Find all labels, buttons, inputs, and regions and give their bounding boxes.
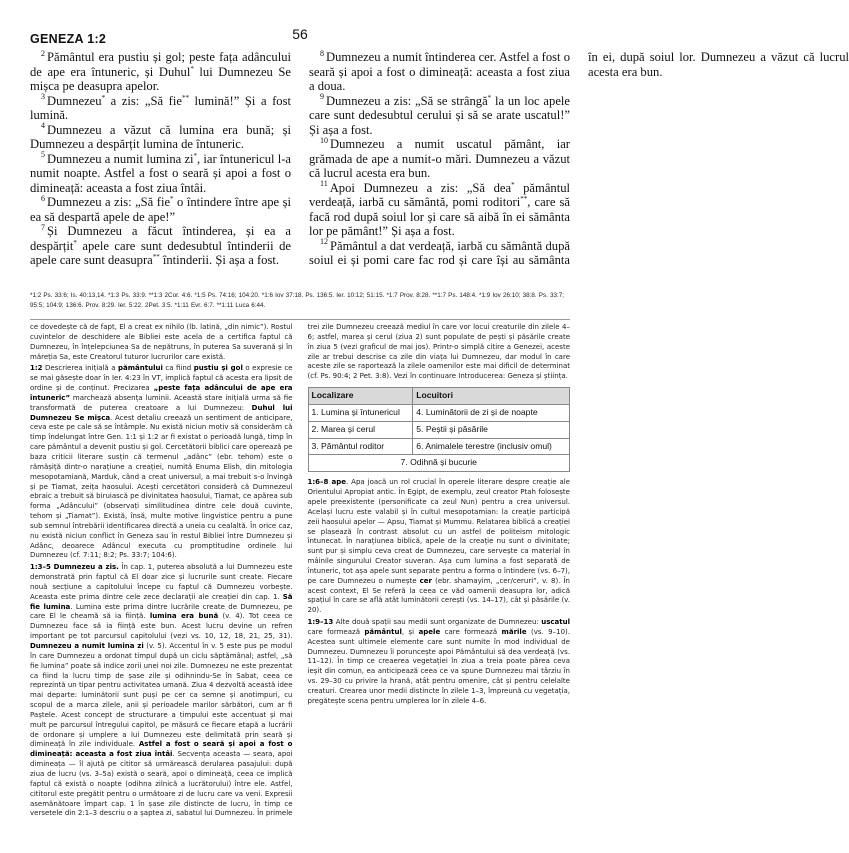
keyword: pustiu și gol	[193, 364, 243, 373]
verse-text: o întindere între ape și ea să despartă apele de ape!”	[30, 195, 291, 224]
reference: 1:9–13	[307, 618, 334, 627]
footnote-marker: *	[170, 194, 174, 203]
verse-number: 7	[41, 222, 45, 232]
text: care formează	[307, 627, 365, 636]
verse-text: Și Dumnezeu a făcut întinderea, și ea a despărțit	[30, 224, 291, 253]
text: (ebr. shamayim, „cer/ceruri”, v. 8). În acest context, El Se referă la ceea ce văd oamenii deasupra lor, adică spațiul în care se află atât luminătorii cerești (vs. 14–17), cât și păsările (v. 20).	[307, 576, 570, 615]
column-header: Localizare	[308, 388, 413, 405]
commentary-paragraph	[30, 364, 293, 561]
text: o expresie ce se mai găsește doar în Ier. 4:23 în VT, implică faptul că acesta era lipsit de ordine și de conținut. Precizarea	[30, 364, 293, 393]
verse-text: Apoi Dumnezeu a zis: „Să dea	[329, 180, 512, 195]
keyword: apele	[418, 627, 441, 636]
verse-text: apele care sunt dedesubtul întinderii de apele care sunt deasupra	[30, 238, 291, 267]
verse-text: Dumnezeu a numit lumina zi	[47, 151, 194, 166]
text: . Apa joacă un rol crucial în operele literare despre creație ale Orientului Apropiat antic. În Egipt, de exemplu, zeul creator Ptah folosește apele preexistente (personificate ca zeul Nun) pentru a crea universul. Același lucru este valabil și în cultul mesopotamian: la creație participă zeii haosului apelor — Apsu, Tiamat și Mummu. Relatarea biblică a creației se plasează în contrast absolut cu un astfel de politeism mitologic întunecat. În narațiunea biblică, apele de la creație nu sunt o divinitate; sunt pur și simplu ceva creat de Dumnezeu, care servește ca material în mâinile singurului Creator suveran. Așa cum lumina a fost separată de întuneric, tot așa apele sunt separate pentru a forma o întindere (vs. 6–7), pe care Dumnezeu o numește	[307, 478, 570, 585]
commentary-paragraph: ce dovedește că de fapt, El a creat ex nihilo (lb. latină, „din nimic”). Rostul cuvintelor de deschidere ale Bibliei este acela de a certifica faptul că Dumnezeu, în înțelepciunea Sa de nepătruns, în puterea Sa suverană și în măreția Sa, este Creatorul tuturor lucrurilor care există.	[30, 323, 293, 361]
cross-references: *1:2 Ps. 33:6; Is. 40:13,14. *1:3 Ps. 33:9. **1:3 2Cor. 4:6. *1:5 Ps. 74:16; 104:20. *1:6 Iov 37:18. Ps. 136:5. Ier. 10:12; 51:15. *1:7 Prov. 8:28. **1:7 Ps. 148:4. *1:9 Iov 26:10; 38:8. Ps. 33:7; 95:5; 104:9; 136:6. Prov. 8:29. Ier. 5:22. 2Pet. 3:5. *1:11 Evr. 6:7. **1:11 Luca 6:44.	[30, 292, 565, 309]
verse	[30, 94, 291, 123]
verse-text: la un loc apele care sunt dedesubtul cerului și să se arate uscatul!” Și așa a fost.	[309, 93, 570, 137]
footnote-marker: *	[487, 93, 492, 102]
verse	[30, 50, 291, 94]
text: Descrierea inițială a	[42, 364, 119, 373]
keyword: Astfel a fost o seară și apoi a fost o dimineață: aceasta a fost ziua întâi	[30, 740, 293, 759]
footnote-marker: *	[73, 238, 77, 247]
commentary-paragraph	[308, 618, 571, 707]
table-cell: 6. Animalele terestre (inclusiv omul)	[413, 438, 570, 455]
text: ca fiind	[162, 364, 194, 373]
table-header-row	[308, 388, 570, 405]
text: . Lumina este prima dintre lucrările create de Dumnezeu, pe care El le cheamă să ia ființă.	[30, 602, 293, 621]
verse-text: Pământul era pustiu și gol; peste fața adâncului de ape era întuneric, și Duhul	[30, 50, 291, 79]
footnote-marker: **	[520, 194, 528, 203]
keyword: uscatul	[541, 618, 570, 627]
footnote-marker: **	[152, 252, 160, 261]
keyword: Să fie lumina	[30, 592, 293, 611]
verse-number: 6	[41, 193, 45, 203]
text: Alte două spații sau medii sunt organizate de Dumnezeu:	[333, 618, 542, 627]
footnote-marker: *	[511, 180, 515, 189]
reference: 1:3–5 Dumnezeu a zis.	[30, 563, 119, 572]
verse-text: , iar întunericul l-a numit noapte. Astfel a fost o seară și apoi a fost o dimineață: aceasta a fost ziua întâi.	[30, 151, 292, 195]
text: . Acest detaliu creează un sentiment de anticipare, ceva este pe cale să se întâmple. Nu există niciun motiv să considerăm că timp îndelungat între Gen. 1:1 și 1:2 ar fi existat o perioadă lungă, timp în care pământul a devenit pustiu și gol. Cercetătorii biblici care operează pe baza criticii literare susțin că termenul „adânc” (ebr. tehom) este o rămășiță dintr-o narațiune a creației, numită Enuma Elish, din mitologia mesopotamiană, Marduk, când a creat universul, a mai trebuit s-o învingă și pe Tiamat, zeița haosului. Acești cercetători consideră că Dumnezeul ebraic a trebuit să biruiască pe divinitatea haosului, Tiamat, ce apărea sub forma „Adâncului” (observați similitudinea dintre cele două cuvinte, tehom și „Tiamat”). Există, însă, multe motive lingvistice pentru a pune sub semnul întrebării identificarea directă a uneia cu cealaltă. În orice caz, nu există niciun conflict în Geneza sau în restul Bibliei între Dumnezeu și Adânc, deoarece Adâncul executa cu promptitudine ordinele lui Dumnezeu (cf. 7:11; 8:2; Ps. 33:7; 104:6).	[30, 413, 293, 560]
text: marchează absența luminii. Această stare inițială urma să fie transformată de puterea creatoare a lui Dumnezeu:	[30, 393, 293, 412]
verse-text: pământul verdeață, iarbă cu sământă, pomi roditori	[309, 180, 571, 209]
scripture-text	[30, 48, 849, 272]
verse-number: 10	[320, 135, 328, 145]
verse-number: 9	[320, 92, 324, 102]
text: (v. 5). Accentul în v. 5 este pus pe modul în care Dumnezeu a ordonat timpul după un ciclu săptămânal; astfel, „să fie lumina” poate să indice zorii unei noi zile. Dumnezeu ne este prezentat ca fiind la lucru timp de șase zile și odihnindu-Se în Sabat, ceea ce reprezintă un tipar pentru activitatea umană. Ziua 4 dezvoltă această idee mai departe: luminătorii sunt puși pe cer ca semne și anotimpuri, cu scopul de a marca zilele, anii și perioadele marilor sărbători, cum ar fi Paștele. Acest concept de structurare a timpului este accentuat și mai mult pe parcursul întregului capitol, pe măsură ce fiecare etapă a lucrării de ordonare și umplere a lui Dumnezeu este delimitată prin seară și dimineață în zile individuale.	[30, 642, 293, 749]
keyword: cer	[419, 576, 433, 585]
verse	[309, 94, 570, 138]
verse-number: 3	[41, 92, 45, 102]
text: (vs. 9–10). Acestea sunt ultimele elemente care sunt numite în mod individual de Dumnezeu. Dumnezeu îi poruncește apoi Pământului să dea verdeață (vs. 11–12). În timp ce creaerea vegetației în ziua a treia poate părea ceva ieșit din comun, ea anticipează ceea ce va spune Dumnezeu mai târziu în vs. 29–30 cu privire la hrană, atât pentru omenire, cât și pentru celelalte creaturi. Crearea unor medii distincte în zilele 1–3, împreună cu vegetația, pregătește scena pentru umplerea lor în zilele 4–6.	[307, 627, 570, 705]
keyword: pământul	[364, 627, 402, 636]
verse-text: a zis: „Să fie	[105, 93, 182, 108]
keyword: lumina era bună	[149, 612, 219, 621]
reference: 1:2	[30, 364, 43, 373]
verse-number: 4	[41, 121, 45, 131]
running-head-book: GENEZA 1:2	[30, 32, 107, 46]
table-row	[308, 455, 570, 472]
footnote-marker: *	[101, 93, 106, 102]
verse-text: Dumnezeu a zis: „Să fie	[47, 195, 171, 209]
verse-text: Dumnezeu a numit uscatul pământ, iar grămada de ape a numit-o mări. Dumnezeu a văzut că lucrul acesta era bun.	[309, 137, 570, 180]
table-cell: 2. Marea și cerul	[308, 421, 413, 438]
table-cell: 5. Peștii și păsările	[413, 421, 570, 438]
verse	[309, 137, 570, 181]
verse-text: Dumnezeu	[47, 93, 102, 108]
table-row	[308, 421, 570, 438]
verse	[309, 50, 570, 94]
keyword: pământului	[118, 364, 163, 373]
footnote-marker: *	[193, 151, 198, 160]
footnote-marker: *	[190, 64, 194, 73]
page-header	[30, 26, 570, 50]
text: . Secvența aceasta — seara, apoi dimineața — îl ajută pe cititor să urmărească derularea pasajului: după ziua de lucru (vs. 3–5a) există o seară, apoi o dimineață, ceea ce implică faptul că există o noapte (odihna zilnică a lucrătorului) între ele. Astfel, cititorul este pregătit pentru o următoare zi de lucru care va veni. Expresii asemănătoare împart cap. 1 în șase zile distincte de lucru, în timp ce versetele din 2:1–3 descriu o a șaptea zi, sabatul lui Dumnezeu. În primele trei zile Dumnezeu creează mediul în care vor locui creaturile din zilele 4–6; astfel, marea și cerul (ziua 2) sunt populate de pești și păsările create în ziua 5 (vezi graficul de mai jos). Printr-o simplă citire a Genezei, aceste zile ar trebui descrise ca zile din viața lui Dumnezeu, dar modul în care aceste zile se raportează la zilele oamenilor este mai dificil de determinat (cf. Ps. 90:4; 2 Pet. 3:8). Vezi în continuare Introducerea: Geneza și știința.	[30, 323, 570, 818]
verse-number: 5	[41, 150, 45, 160]
table-cell: 4. Luminătorii de zi și de noapte	[413, 404, 570, 421]
creation-days-table	[308, 387, 571, 472]
verse-text: Pământul a dat verdeață, iarbă cu sământă după soiul ei și pomi care fac rod și care își au sământa în ei, după soiul lor. Dumnezeu a văzut că lucrul acesta era bun.	[309, 50, 849, 267]
column-header: Locuitori	[413, 388, 570, 405]
verse-number: 12	[320, 237, 328, 247]
verse-text: Dumnezeu a văzut că lumina era bună; și Dumnezeu a despărțit lumina de întuneric.	[30, 122, 291, 151]
text: , și	[401, 627, 419, 636]
verse-text: , care să facă rod după soiul lor și care să aibă în ei sământa lor pe pământ!” Și așa a fost.	[309, 195, 570, 238]
table-row	[308, 438, 570, 455]
text: (v. 4). Tot ceea ce Dumnezeu face să ia ființă este bun. Acest lucru devine un refren important pe tot parcursul capitolului (vezi vs. 10, 12, 18, 21, 25, 31).	[30, 612, 293, 641]
verse-number: 8	[320, 48, 324, 58]
table-cell: 1. Lumina și întunericul	[308, 404, 413, 421]
text: care formează	[440, 627, 502, 636]
page-number: 56	[292, 26, 308, 42]
verse-text: lumină!” Și a fost lumină.	[30, 93, 292, 122]
verse-number: 2	[41, 48, 45, 58]
verse	[30, 224, 291, 268]
verse-text: Dumnezeu a numit întinderea cer. Astfel a fost o seară și apoi a fost o dimineață: aceasta a fost ziua a doua.	[309, 50, 570, 93]
table-row	[308, 404, 570, 421]
table-cell: 7. Odihnă și bucurie	[308, 455, 570, 472]
verse	[30, 195, 291, 224]
verse	[309, 181, 570, 239]
verse-text: întinderii. Și așa a fost.	[159, 253, 280, 267]
divider	[30, 319, 570, 320]
table-cell: 3. Pământul roditor	[308, 438, 413, 455]
verse	[30, 152, 291, 196]
footnote-marker: **	[181, 93, 189, 102]
verse-text: Dumnezeu a zis: „Să se strângă	[326, 93, 488, 108]
verse-text: lui Dumnezeu Se mișca pe deasupra apelor.	[30, 64, 291, 93]
keyword: Dumnezeu a numit lumina zi	[30, 642, 144, 650]
keyword: Duhul lui Dumnezeu Se mișca	[30, 403, 293, 422]
commentary	[30, 323, 570, 828]
keyword: mările	[501, 627, 527, 636]
keyword: „peste fața adâncului de ape era întuneric”	[30, 384, 293, 402]
verse	[30, 123, 291, 152]
commentary-paragraph	[308, 478, 571, 616]
verse-number: 11	[320, 179, 328, 189]
text: În cap. 1, puterea absolută a lui Dumnezeu este demonstrată prin faptul că El doar zice și lucrurile sunt create. Fiecare nouă secțiune a capitolului începe cu faptul că Dumnezeu vorbește. Aceasta este prima dintre cele zece declarații ale creației din cap. 1.	[30, 563, 293, 601]
reference: 1:6–8 ape	[307, 478, 347, 487]
